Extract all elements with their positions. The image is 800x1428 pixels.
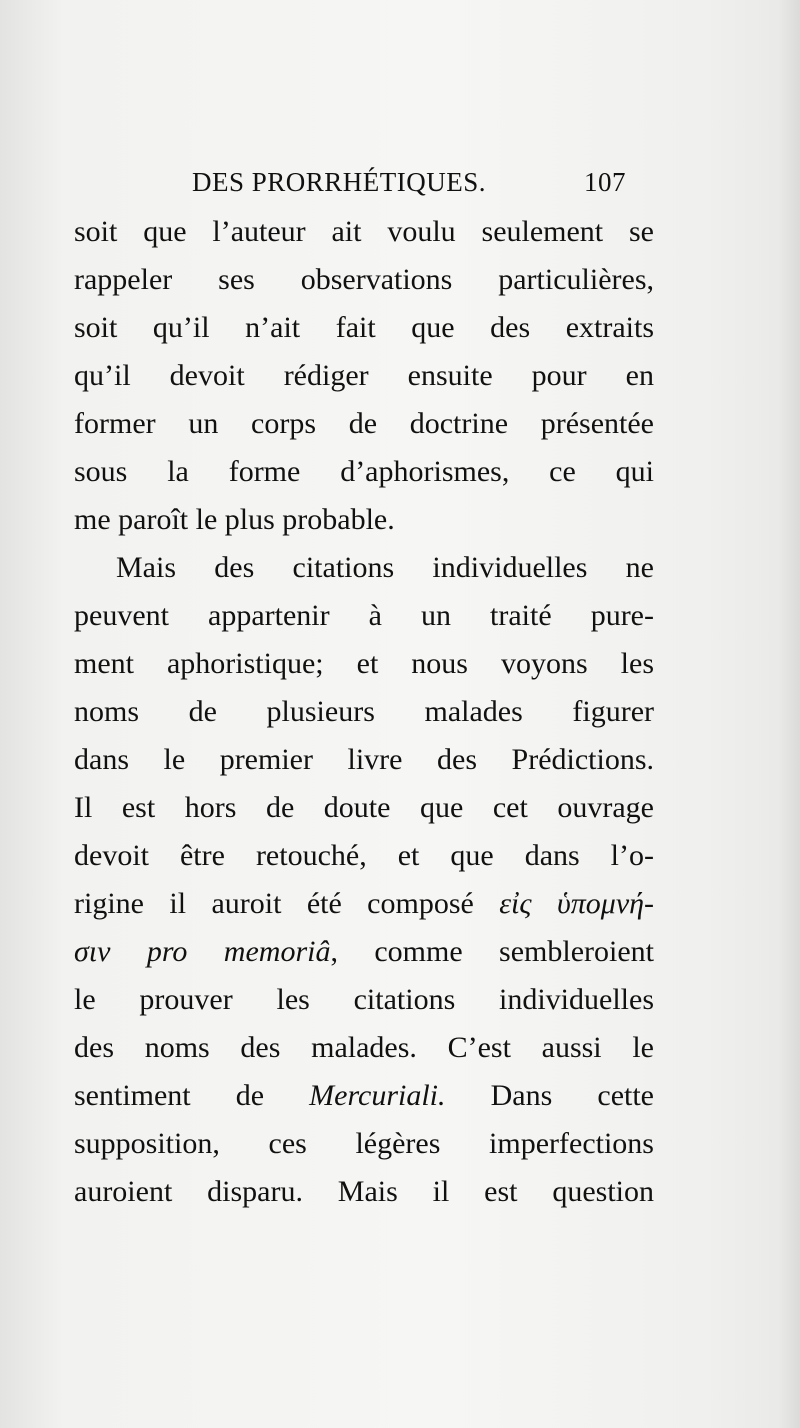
line-text: rigine il auroit été composé: [74, 887, 500, 920]
text-line: noms de plusieurs malades figurer: [74, 695, 654, 728]
text-line: ment aphoristique; et nous voyons les: [74, 647, 654, 680]
text-line: soit que l’auteur ait voulu seulement se: [74, 215, 654, 248]
text-line: devoit être retouché, et que dans l’o-: [74, 839, 654, 872]
text-line: qu’il devoit rédiger ensuite pour en: [74, 359, 654, 392]
page-number: 107: [584, 167, 626, 197]
greek-phrase: σιν: [74, 935, 111, 968]
text-line: sous la forme d’aphorismes, ce qui: [74, 455, 654, 488]
paragraph-first-line: Mais des citations individuelles ne: [116, 551, 654, 584]
text-line: auroient disparu. Mais il est question: [74, 1175, 654, 1208]
text-line: rappeler ses observations particulières,: [74, 263, 654, 296]
text-line: soit qu’il n’ait fait que des extraits: [74, 311, 654, 344]
running-title: DES PRORRHÉTIQUES.: [192, 167, 487, 197]
text-line: [74, 930, 654, 978]
line-text: , comme sembleroient: [330, 935, 654, 968]
text-line: [74, 882, 654, 930]
italic-author-name: Mercuriali.: [309, 1079, 446, 1112]
text-line: des noms des malades. C’est aussi le: [74, 1031, 654, 1064]
text-line: dans le premier livre des Prédictions.: [74, 743, 654, 776]
greek-phrase: εἰς ὑπομνή-: [499, 887, 654, 920]
text-line: supposition, ces légères imperfections: [74, 1127, 654, 1160]
text-line: Il est hors de doute que cet ouvrage: [74, 791, 654, 824]
running-head: [0, 162, 800, 202]
text-line: me paroît le plus probable.: [74, 503, 395, 536]
text-line: le prouver les citations individuelles: [74, 983, 654, 1016]
line-text: sentiment de: [74, 1079, 310, 1112]
text-line: [74, 1074, 654, 1122]
body-text: [74, 210, 654, 1218]
line-text: Dans cette: [445, 1079, 654, 1112]
italic-latin-phrase: pro memoriâ: [110, 935, 331, 968]
text-line: former un corps de doctrine présentée: [74, 407, 654, 440]
text-line: peuvent appartenir à un traité pure-: [74, 599, 654, 632]
